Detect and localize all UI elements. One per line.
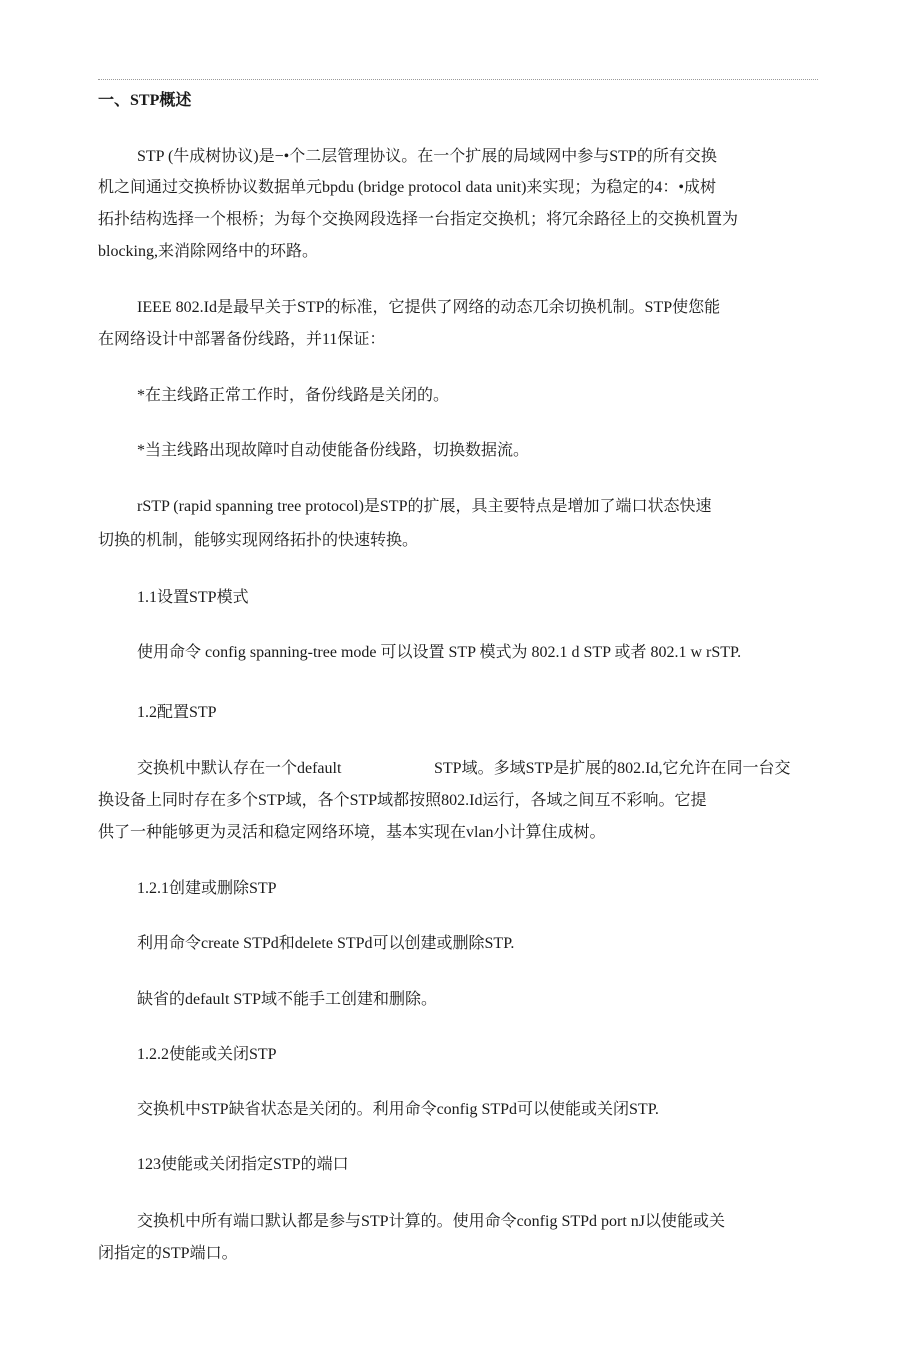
paragraph-1-2-line-3: 供了一种能够更为灵活和稳定网络环境，基本实现在vlan小计算住成树。 [98, 824, 606, 841]
paragraph-1-2-3-line-1: 交换机中所有端口默认都是参与STP计算的。使用命令config STPd port nJ以使能或关 [137, 1213, 726, 1230]
paragraph-1-2-line-1b: STP域。多域STP是扩展的802.Id,它允许在同一台交 [434, 760, 791, 777]
paragraph-1-1: 使用命令 config spanning-tree mode 可以设置 STP 模式为 802.1 d STP 或者 802.1 w rSTP. [137, 644, 742, 661]
paragraph-1-2-2: 交换机中STP缺省状态是关闭的。利用命令config STPd可以使能或关闭STP. [137, 1101, 659, 1118]
paragraph-rstp-line-2: 切换的机制，能够实现网络拓扑的快速转换。 [98, 532, 419, 549]
subheading-1-2-3: 123使能或关闭指定STP的端口 [137, 1156, 349, 1173]
paragraph-ieee-line-2: 在网络设计中部署备份线路，并11保证： [98, 331, 386, 348]
paragraph-1-2-line-2: 换设备上同时存在多个STP域，各个STP域都按照802.Id运行，各域之间互不彩响。它提 [98, 792, 707, 809]
paragraph-1-2-line-1a: 交换机中默认存在一个default [137, 760, 342, 777]
paragraph-1-2-1-b: 缺省的default STP域不能手工创建和删除。 [137, 991, 437, 1008]
bullet-item-1: *在主线路正常工作时，备份线路是关闭的。 [137, 387, 450, 404]
paragraph-stp-line-4: blocking,来消除网络中的环路。 [98, 243, 318, 260]
subheading-1-2-2: 1.2.2使能或关闭STP [137, 1046, 277, 1063]
paragraph-1-2-1-a: 利用命令create STPd和delete STPd可以创建或删除STP. [137, 935, 515, 952]
header-divider [98, 79, 818, 80]
subheading-1-1: 1.1设置STP模式 [137, 589, 249, 606]
subheading-1-2-1: 1.2.1创建或删除STP [137, 880, 277, 897]
paragraph-stp-line-3: 拓扑结构选择一个根桥；为每个交换网段选择一台指定交换机；将冗余路径上的交换机置为 [98, 211, 739, 228]
paragraph-ieee-line-1: IEEE 802.Id是最早关于STP的标准，它提供了网络的动态兀余切换机制。STP使您能 [137, 299, 721, 316]
bullet-item-2: *当主线路出现故障吋自动使能备份线路，切换数据流。 [137, 442, 530, 459]
paragraph-1-2-3-line-2: 闭指定的STP端口。 [98, 1245, 238, 1262]
paragraph-stp-line-1: STP (牛成树协议)是−•个二层管理协议。在一个扩展的局域网中参与STP的所有交换 [137, 148, 717, 165]
paragraph-stp-line-2: 机之间通过交换桥协议数据单元bpdu (bridge protocol data unit)来实现；为稳定的4：•成树 [98, 179, 716, 196]
subheading-1-2: 1.2配置STP [137, 704, 217, 721]
section-heading: 一、STP概述 [98, 92, 192, 109]
paragraph-rstp-line-1: rSTP (rapid spanning tree protocol)是STP的扩展，具主要特点是增加了端口状态快速 [137, 498, 712, 515]
